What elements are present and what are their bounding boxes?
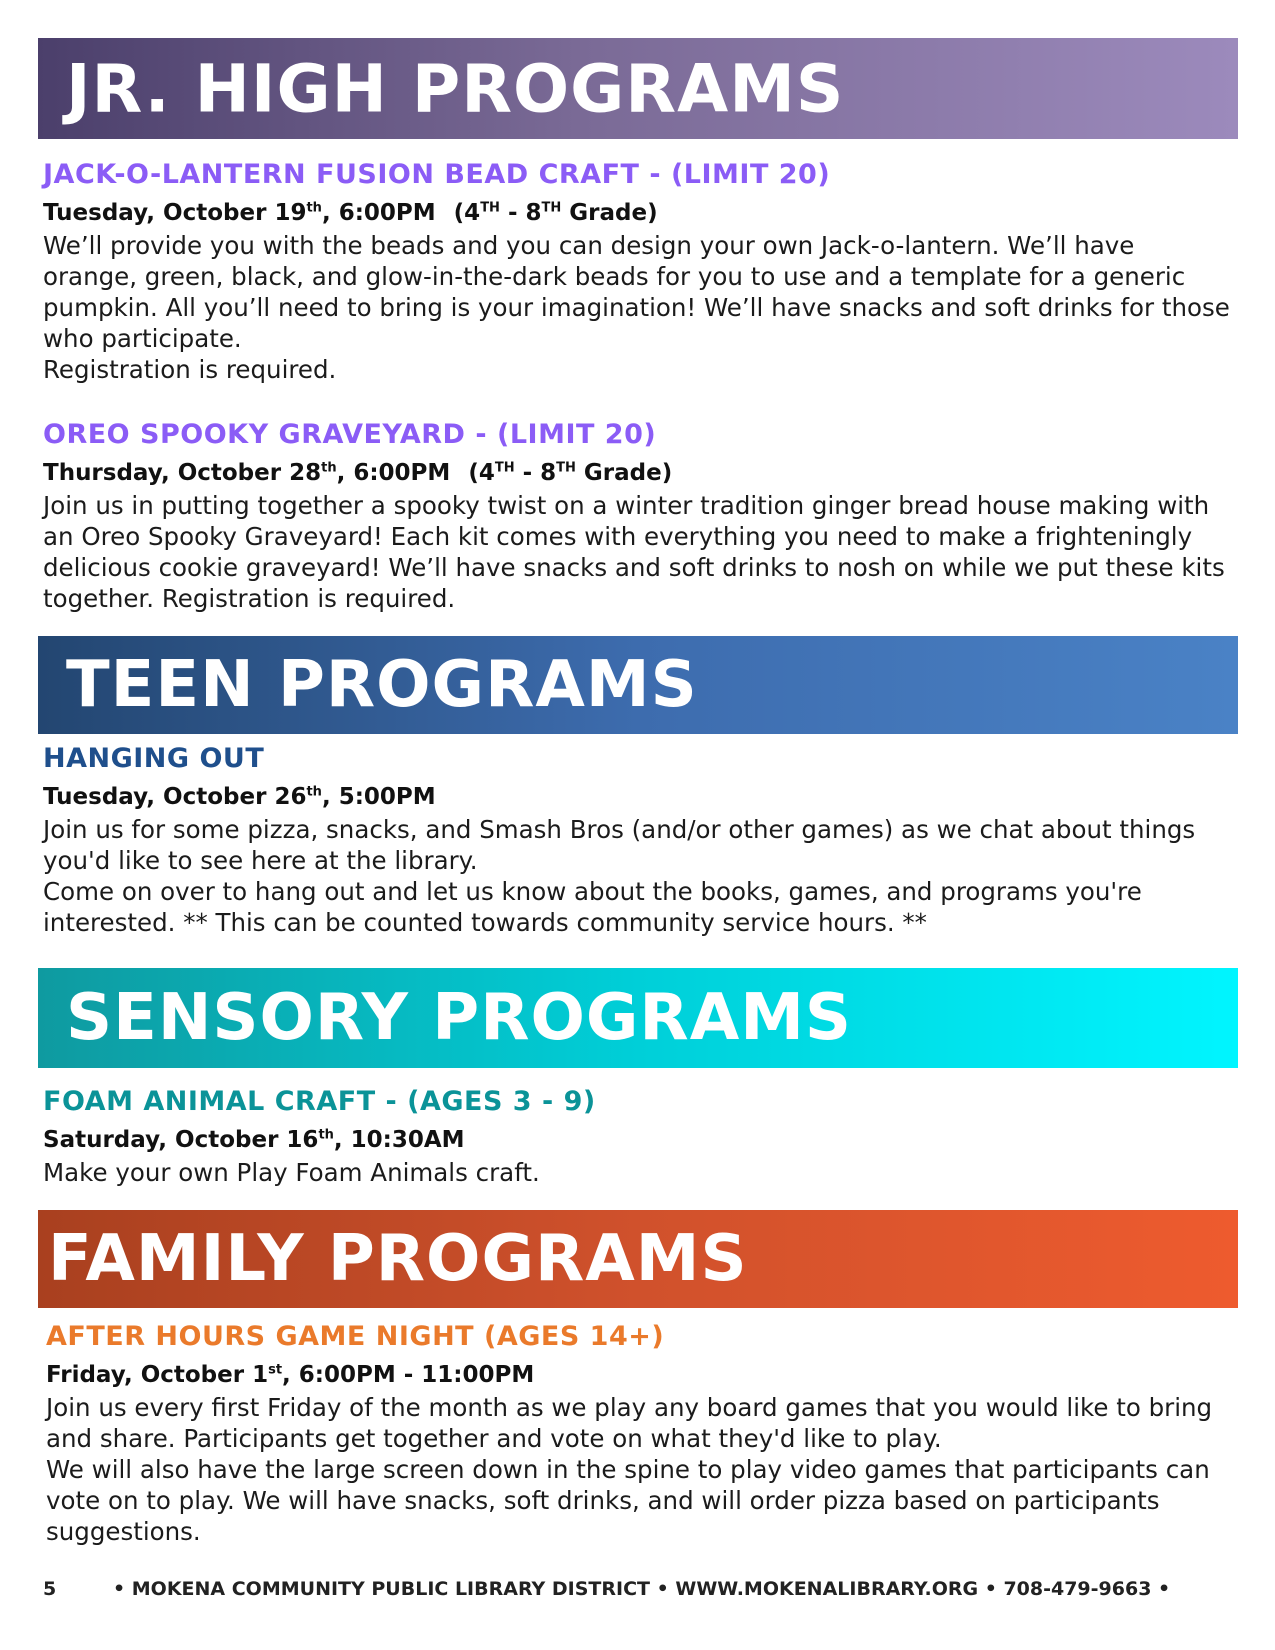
program-date xyxy=(43,198,1233,228)
grade-mid: - 8 xyxy=(514,460,557,486)
program-jack-o-lantern xyxy=(43,158,1233,385)
date-suffix: th xyxy=(306,200,322,216)
time-text: , 6:00PM xyxy=(336,460,451,486)
date-text: Thursday, October 28 xyxy=(43,460,322,486)
section-header-jr-high xyxy=(38,38,1238,139)
description-paragraph: We’ll provide you with the beads and you can design your own Jack-o-lantern. We’ll have orange, green, black, and glow-in-the-dark beads for you to use and a template for a generic pumpkin. All you’ll need to bring is your imagination! We’ll have snacks and soft drinks for those who participate. xyxy=(43,231,1230,353)
program-hanging-out xyxy=(43,742,1233,938)
program-description xyxy=(43,1157,1233,1188)
grade-close: Grade) xyxy=(575,460,673,486)
program-game-night xyxy=(46,1320,1236,1547)
description-paragraph: Join us every first Friday of the month as we play any board games that you would like to bring and share. Participants get together and vote on what they'd like to play. xyxy=(46,1393,1213,1453)
time-text: , 6:00PM xyxy=(321,200,436,226)
program-title: JACK-O-LANTERN FUSION BEAD CRAFT - (LIMIT 20) xyxy=(43,159,831,190)
section-heading: JR. HIGH PROGRAMS xyxy=(66,50,845,127)
description-paragraph: Make your own Play Foam Animals craft. xyxy=(43,1158,540,1187)
time-text: , 6:00PM - 11:00PM xyxy=(282,1362,535,1388)
date-text: Tuesday, October 19 xyxy=(43,200,307,226)
program-title: HANGING OUT xyxy=(43,743,265,774)
grade-close: Grade) xyxy=(561,200,658,226)
program-oreo-graveyard xyxy=(43,418,1233,614)
program-date xyxy=(43,458,1233,488)
program-date xyxy=(43,782,1233,812)
program-description xyxy=(43,814,1233,938)
description-paragraph: We will also have the large screen down in the spine to play video games that participants can vote on to play. We will have snacks, soft drinks, and will order pizza based on participants suggestions. xyxy=(46,1455,1210,1546)
grade-open: (4 xyxy=(453,200,481,226)
program-title: FOAM ANIMAL CRAFT - (AGES 3 - 9) xyxy=(43,1086,596,1117)
section-heading: FAMILY PROGRAMS xyxy=(48,1222,748,1296)
footer-contact: • MOKENA COMMUNITY PUBLIC LIBRARY DISTRICT • WWW.MOKENALIBRARY.ORG • 708-479-9663 • xyxy=(113,1578,1171,1600)
program-description xyxy=(43,490,1233,614)
page-footer xyxy=(43,1578,1243,1600)
grade-suffix: TH xyxy=(480,200,500,216)
program-date xyxy=(43,1125,1233,1155)
date-text: Saturday, October 16 xyxy=(43,1127,319,1153)
grade-range xyxy=(468,460,672,486)
time-text: , 5:00PM xyxy=(321,784,436,810)
program-title: AFTER HOURS GAME NIGHT (AGES 14+) xyxy=(46,1321,665,1352)
description-paragraph: Registration is required. xyxy=(43,355,337,384)
date-suffix: st xyxy=(268,1362,283,1378)
program-title: OREO SPOOKY GRAVEYARD - (LIMIT 20) xyxy=(43,419,657,450)
section-header-sensory xyxy=(38,968,1238,1068)
description-paragraph: Join us in putting together a spooky twist on a winter tradition ginger bread house making with an Oreo Spooky Graveyard! Each kit comes with everything you need to make a frighteningly delicious cookie graveyard! We’ll have snacks and soft drinks to nosh on while we put these kits together. Registration is required. xyxy=(43,491,1225,613)
date-suffix: th xyxy=(321,460,337,476)
date-text: Friday, October 1 xyxy=(46,1362,269,1388)
date-suffix: th xyxy=(306,784,322,800)
description-paragraph: Join us for some pizza, snacks, and Smash Bros (and/or other games) as we chat about things you'd like to see here at the library. xyxy=(43,815,1196,875)
page-number: 5 xyxy=(43,1578,57,1600)
date-text: Tuesday, October 26 xyxy=(43,784,307,810)
section-heading: SENSORY PROGRAMS xyxy=(66,981,852,1055)
program-foam-animal-craft xyxy=(43,1085,1233,1188)
program-description xyxy=(43,230,1233,385)
grade-suffix: TH xyxy=(494,460,515,476)
section-header-teen xyxy=(38,636,1238,734)
program-date xyxy=(46,1360,1236,1390)
time-text: , 10:30AM xyxy=(333,1127,465,1153)
grade-range xyxy=(454,200,658,226)
grade-suffix: TH xyxy=(556,460,576,476)
date-suffix: th xyxy=(318,1127,334,1143)
description-paragraph: Come on over to hang out and let us know about the books, games, and programs you're interested. ** This can be counted towards community service hours. ** xyxy=(43,877,1142,937)
grade-open: (4 xyxy=(468,460,495,486)
grade-mid: - 8 xyxy=(499,200,542,226)
section-header-family xyxy=(38,1210,1238,1308)
section-heading: TEEN PROGRAMS xyxy=(66,648,698,722)
program-description xyxy=(46,1392,1236,1547)
grade-suffix: TH xyxy=(541,200,562,216)
